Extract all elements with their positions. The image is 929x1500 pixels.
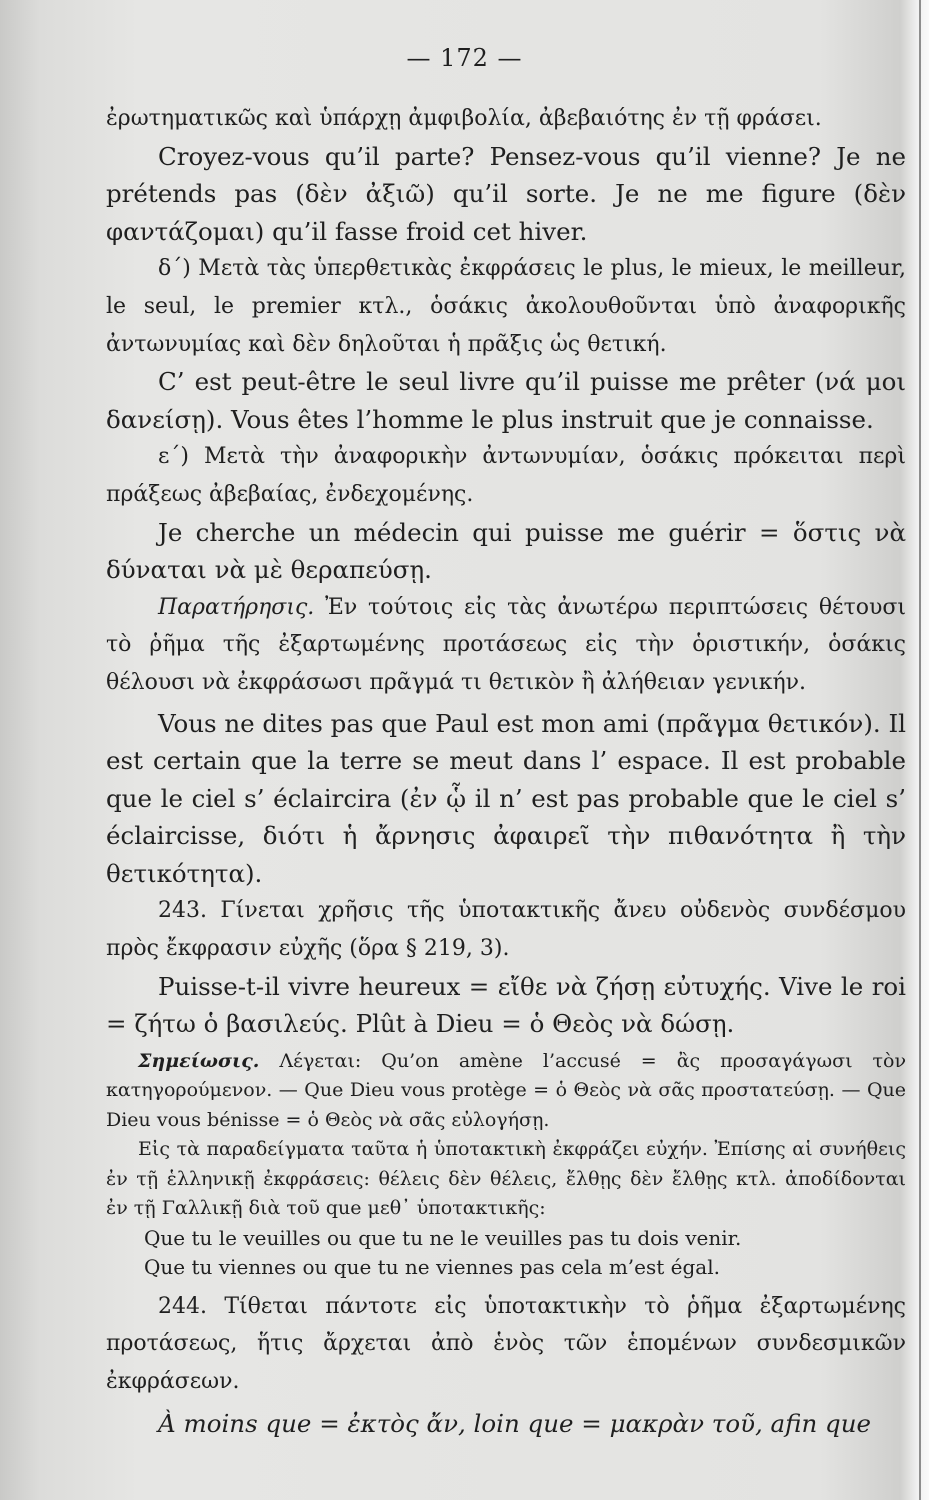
page-body <box>106 100 906 1442</box>
remark-label: Παρατήρησις. <box>158 594 315 620</box>
paragraph-rule-d: δ΄) Μετὰ τὰς ὑπερθετικὰς ἐκφράσεις le plus, le mieux, le meilleur, le seul, le premier κτλ., ὁσάκις ἀκολουθοῦνται ὑπὸ ἀναφορικῆς ἀντωνυμίας καὶ δὲν δηλοῦται ἡ πρᾶξις ὡς θετική. <box>106 256 906 357</box>
remark-text: Ἐν τούτοις εἰς τὰς ἀνωτέρω περιπτώσεις θέτουσι τὸ ῥῆμα τῆς ἐξαρτωμένης προτάσεως εἰς τὴν ὁριστικήν, ὁσάκις θέλουσι νὰ ἐκφράσωσι πρᾶγμά τι θετικὸν ἢ ἀλήθειαν γενικήν. <box>106 594 907 695</box>
paragraph-example-medecin: Je cherche un médecin qui puisse me guérir = ὅστις νὰ δύναται νὰ μὲ θεραπεύσῃ. <box>106 517 906 585</box>
paragraph-conjunctions: À moins que = ἐκτὸς ἄν, loin que = μακρὰν τοῦ, afin que <box>158 1408 872 1438</box>
paragraph-examples-puisse: Puisse-t-il vivre heureux = εἴθε νὰ ζήσῃ εὐτυχής. Vive le roi = ζήτω ὁ βασιλεύς. Plût à Dieu = ὁ Θεὸς νὰ δώσῃ. <box>106 971 906 1039</box>
paragraph-section-244: 244. Τίθεται πάντοτε εἰς ὑποτακτικὴν τὸ ῥῆμα ἐξαρτωμένης προτάσεως, ἥτις ἄρχεται ἀπὸ ἑνὸς τῶν ἑπομένων συνδεσμικῶν ἐκφράσεων. <box>106 1293 906 1395</box>
paragraph-remark <box>106 589 906 702</box>
example-line-2: Que tu viennes ou que tu ne viennes pas cela m’est égal. <box>144 1254 720 1279</box>
paragraph-examples-paul: Vous ne dites pas que Paul est mon ami (πρᾶγμα θετικόν). Il est certain que la terre se meut dans l’ espace. Il est probable que le ciel s’ éclaircira (ἐν ᾧ il n’ est pas probable que le ciel s’ éclaircisse, διότι ἡ ἄρνησις ἀφαιρεῖ τὴν πιθανότητα ἢ τὴν θετικότητα). <box>106 708 906 888</box>
note-text: Λέγεται: Qu’on amène l’accusé = ἂς προσαγάγωσι τὸν κατηγορούμενον. — Que Dieu vous protège = ὁ Θεὸς νὰ σᾶς προστατεύσῃ. — Que Dieu vous bénisse = ὁ Θεὸς νὰ σᾶς εὐλογήσῃ. <box>106 1049 906 1131</box>
paragraph-rule-e: ε΄) Μετὰ τὴν ἀναφορικὴν ἀντωνυμίαν, ὁσάκις πρόκειται περὶ πράξεως ἀβεβαίας, ἐνδεχομένης. <box>106 444 906 507</box>
page-number: — 172 — <box>406 44 523 72</box>
note-label: Σημείωσις. <box>138 1049 260 1072</box>
paragraph-section-243: 243. Γίνεται χρῆσις τῆς ὑποτακτικῆς ἄνευ οὐδενὸς συνδέσμου πρὸς ἔκφρασιν εὐχῆς (ὅρα § 219, 3). <box>106 898 906 962</box>
paragraph-examples-livre: C’ est peut-être le seul livre qu’il puisse me prêter (νά μοι δανείσῃ). Vous êtes l’homme le plus instruit que je connaisse. <box>106 367 906 434</box>
paragraph-continuation: ἐρωτηματικῶς καὶ ὑπάρχῃ ἀμφιβολία, ἀβεβαιότης ἐν τῇ φράσει. <box>106 106 822 131</box>
note-paragraph-2: Εἰς τὰ παραδείγματα ταῦτα ἡ ὑποτακτικὴ ἐκφράζει εὐχήν. Ἐπίσης αἱ συνήθεις ἐν τῇ ἑλληνικῇ ἐκφράσεις: θέλεις δὲν θέλεις, ἔλθῃς δὲν ἔλθῃς κτλ. ἀποδίδονται ἐν τῇ Γαλλικῇ διὰ τοῦ que μεθ᾽ ὑποτακτικῆς: <box>106 1138 906 1220</box>
page-edge <box>919 0 921 1500</box>
example-line-1: Que tu le veuilles ou que tu ne le veuilles pas tu dois venir. <box>144 1225 742 1250</box>
note-paragraph <box>106 1047 906 1136</box>
paragraph-examples-croyez: Croyez-vous qu’il parte? Pensez-vous qu’il vienne? Je ne prétends pas (δὲν ἀξιῶ) qu’il sorte. Je ne me figure (δὲν φαντάζομαι) qu’il fasse froid cet hiver. <box>106 141 906 246</box>
